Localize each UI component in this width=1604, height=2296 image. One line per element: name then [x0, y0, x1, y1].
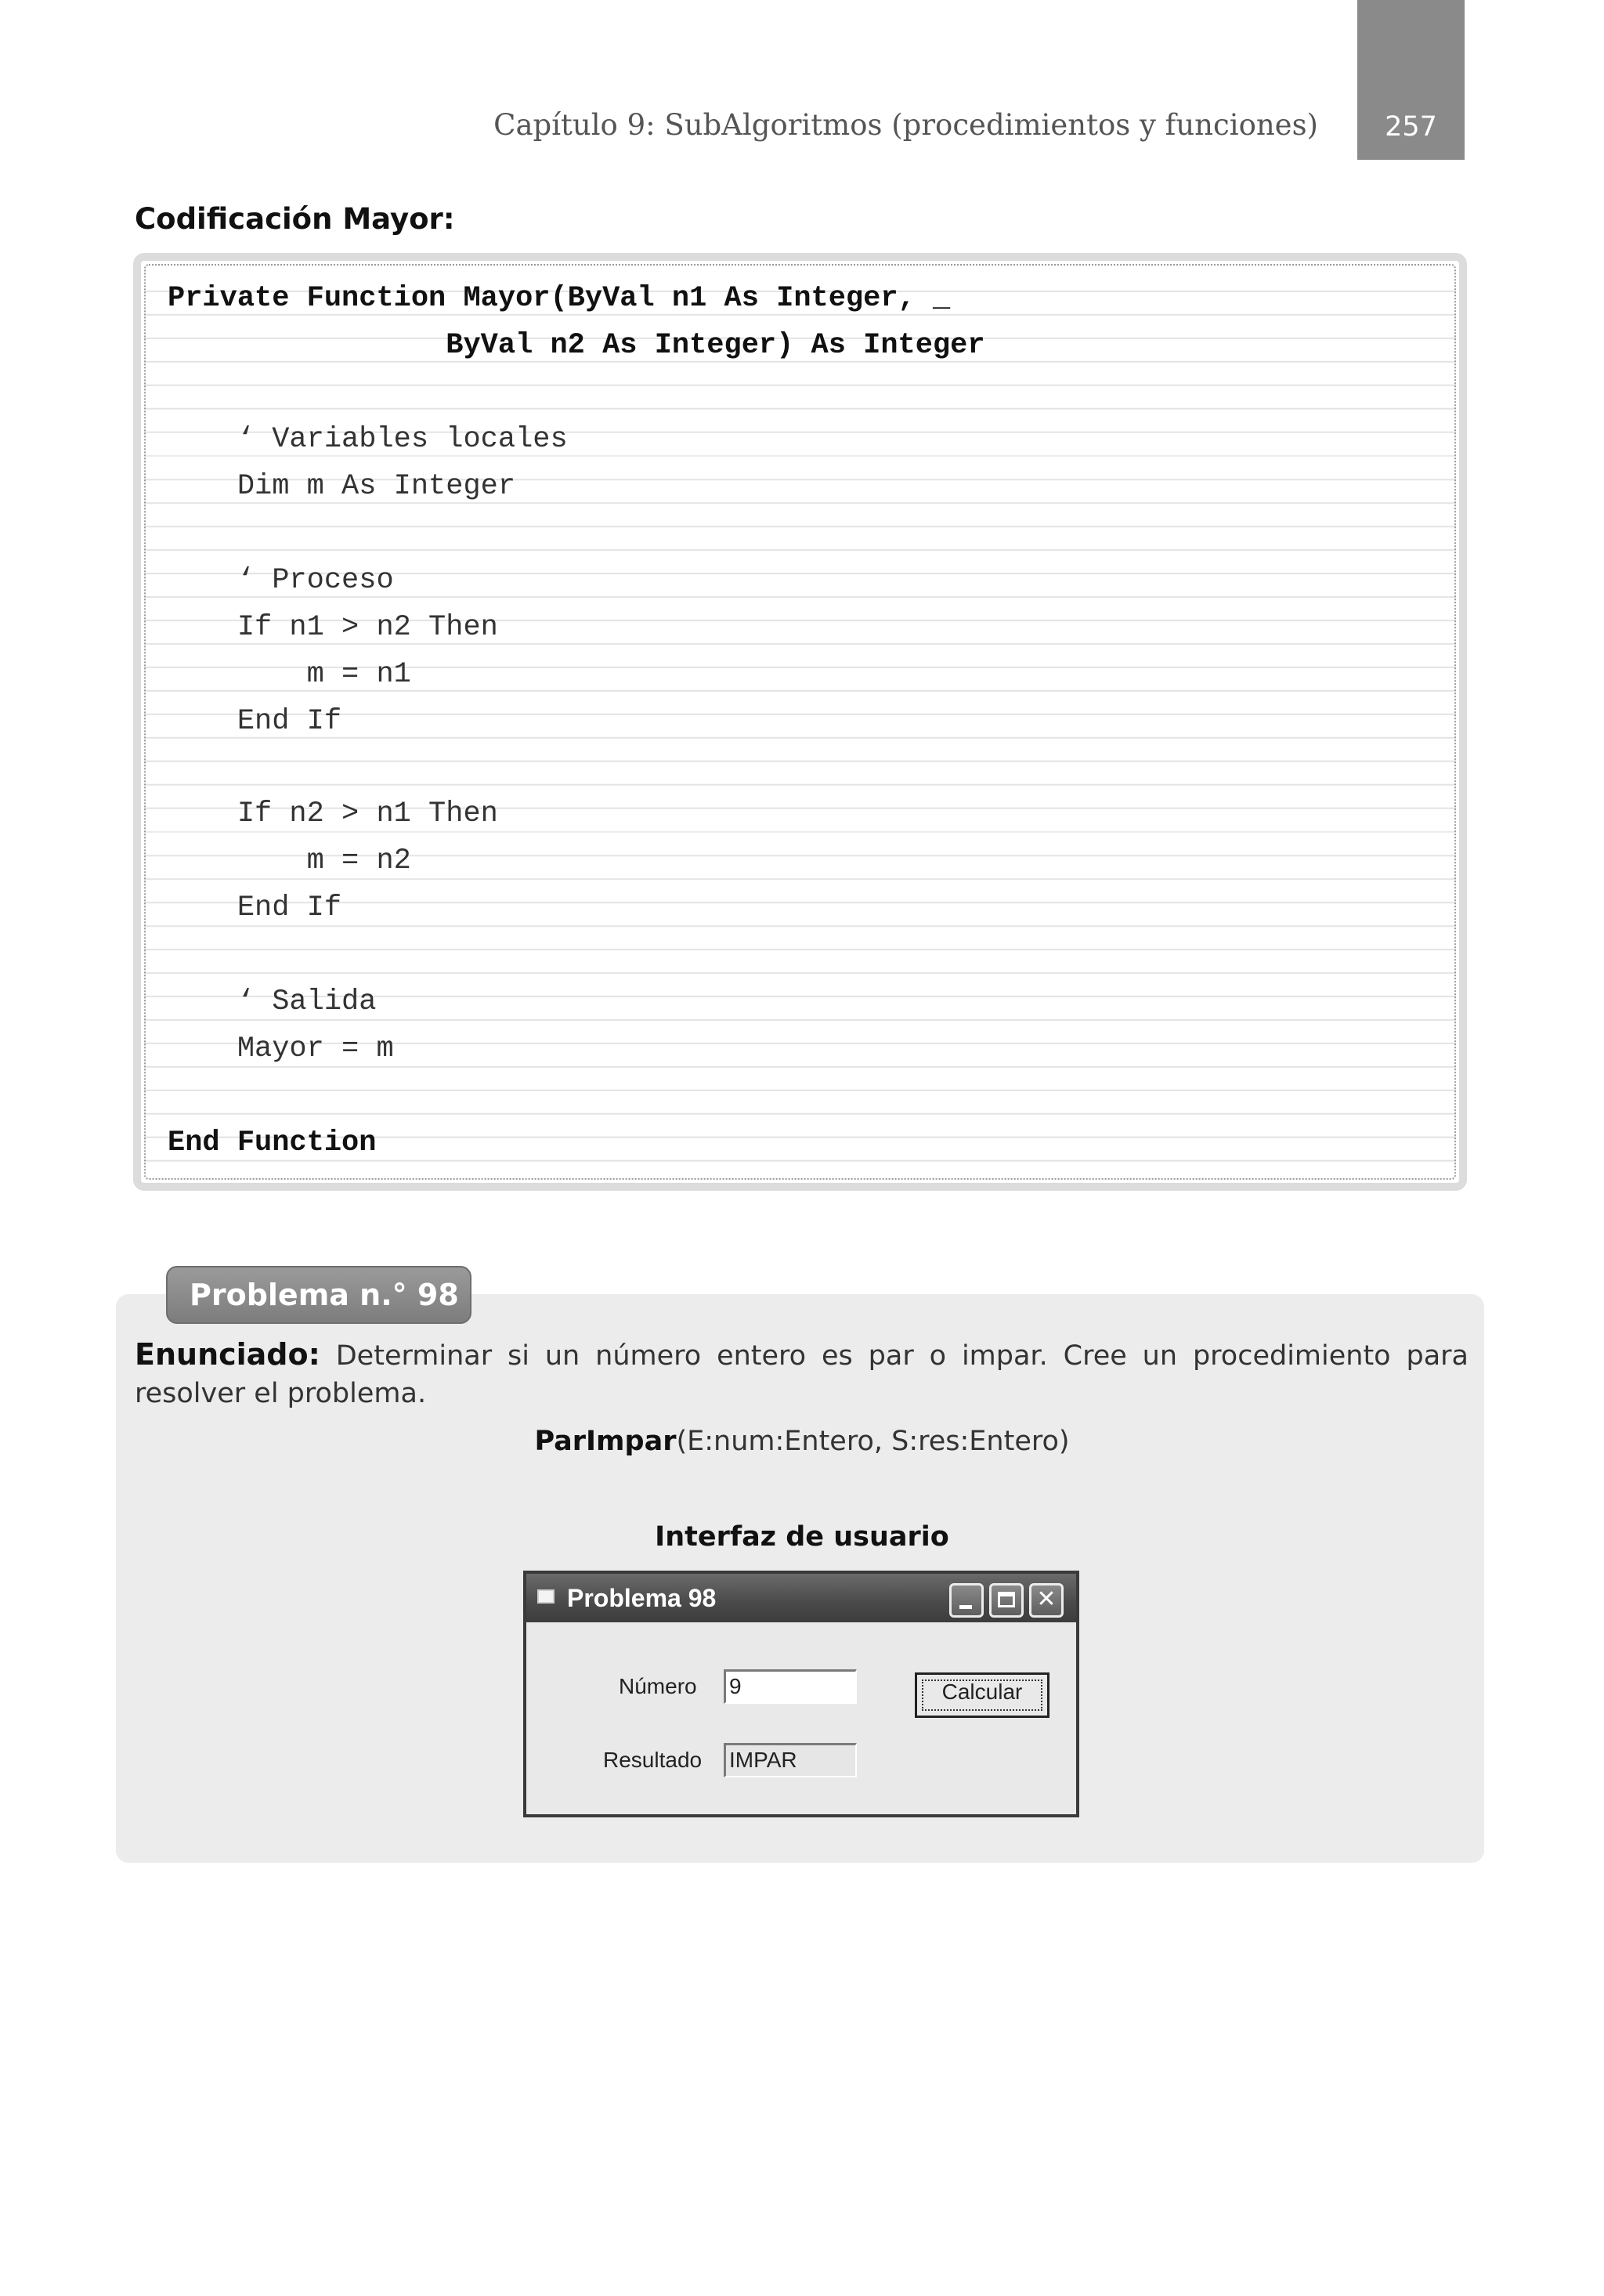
- minimize-icon: [959, 1605, 972, 1609]
- code-line: Private Function Mayor(ByVal n1 As Integer, _: [168, 282, 951, 315]
- code-line: End If: [168, 705, 342, 738]
- code-comment: ‘ Variables locales: [168, 423, 568, 456]
- procedure-params: (E:num:Entero, S:res:Entero): [676, 1426, 1070, 1457]
- problem-tab: Problema n.° 98: [166, 1266, 471, 1324]
- section-heading: Codificación Mayor:: [135, 202, 455, 236]
- numero-input[interactable]: 9: [724, 1669, 857, 1704]
- procedure-name: ParImpar: [534, 1426, 677, 1457]
- code-line: m = n2: [168, 844, 411, 877]
- code-comment: ‘ Salida: [168, 985, 377, 1018]
- calcular-button[interactable]: [915, 1672, 1049, 1718]
- code-line: Dim m As Integer: [168, 470, 516, 503]
- statement-text: Determinar si un número entero es par o impar. Cree un procedimiento para resolver el problema.: [135, 1340, 1469, 1409]
- dialog-window: [523, 1571, 1079, 1817]
- code-line: End Function: [168, 1126, 377, 1159]
- minimize-button[interactable]: [949, 1583, 984, 1618]
- chapter-title: Capítulo 9: SubAlgoritmos (procedimientos y funciones): [493, 108, 1318, 142]
- problem-statement: [135, 1336, 1469, 1412]
- code-line: Mayor = m: [168, 1032, 394, 1065]
- code-line: End If: [168, 891, 342, 924]
- code-line: ByVal n2 As Integer) As Integer: [168, 329, 985, 362]
- ui-caption: Interfaz de usuario: [655, 1521, 949, 1553]
- maximize-button[interactable]: [989, 1583, 1024, 1618]
- dialog-titlebar[interactable]: [526, 1574, 1076, 1622]
- code-line: m = n1: [168, 658, 411, 691]
- statement-label: Enunciado:: [135, 1337, 320, 1372]
- code-line: If n2 > n1 Then: [168, 797, 498, 830]
- code-listing-inner: [144, 264, 1456, 1180]
- page-number: 257: [1385, 111, 1437, 143]
- resultado-output[interactable]: IMPAR: [724, 1743, 857, 1777]
- numero-label: Número: [619, 1674, 697, 1698]
- maximize-icon: [998, 1592, 1015, 1607]
- dialog-title: Problema 98: [567, 1584, 717, 1612]
- focus-rect: [922, 1680, 1042, 1711]
- code-listing: [133, 253, 1467, 1191]
- resultado-label: Resultado: [603, 1748, 703, 1772]
- close-icon: ✕: [1036, 1586, 1057, 1613]
- app-icon: [537, 1589, 555, 1604]
- page-number-tab: [1357, 0, 1465, 160]
- procedure-signature: [0, 1426, 1604, 1457]
- calcular-label: Calcular: [941, 1680, 1023, 1704]
- close-button[interactable]: [1029, 1583, 1064, 1618]
- code-comment: ‘ Proceso: [168, 564, 394, 597]
- code-line: If n1 > n2 Then: [168, 611, 498, 644]
